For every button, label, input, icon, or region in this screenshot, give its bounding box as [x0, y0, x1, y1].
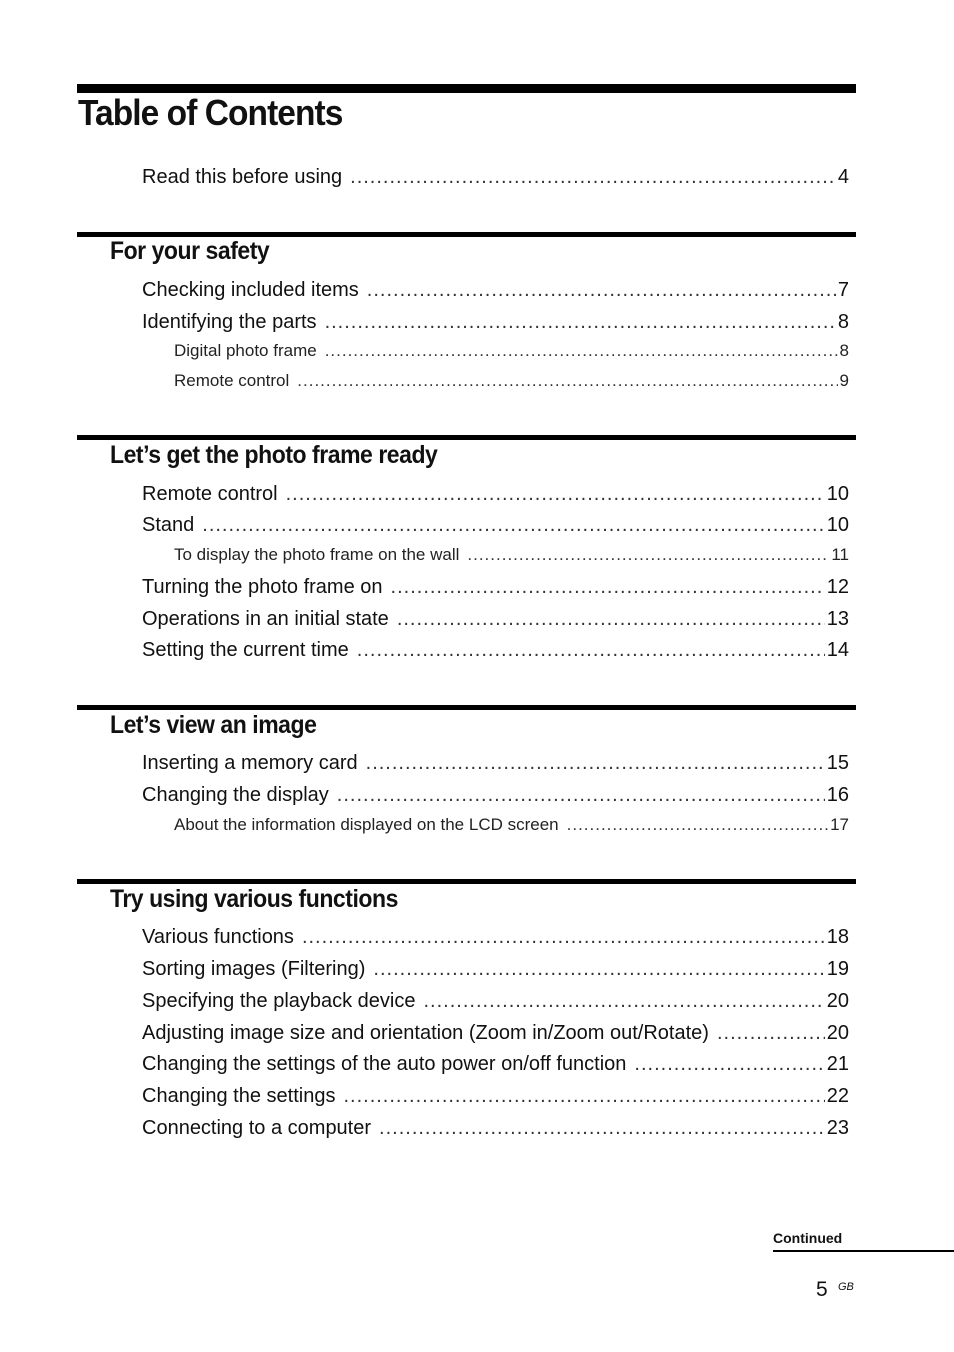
continued-label: Continued	[773, 1230, 843, 1246]
toc-entry[interactable]	[142, 605, 849, 631]
dot-leader	[350, 166, 836, 189]
toc-entry-page: 11	[831, 545, 849, 564]
section-rule	[77, 435, 856, 440]
toc-entry-page: 8	[837, 311, 849, 333]
toc-entry-text: Remote control	[142, 483, 278, 505]
section-heading: Try using various functions	[110, 885, 398, 913]
toc-entry-text: Specifying the playback device	[142, 990, 416, 1012]
toc-entry-page: 9	[839, 371, 849, 390]
dot-leader	[467, 545, 829, 565]
toc-entry[interactable]	[142, 1050, 849, 1076]
toc-entry-page: 10	[826, 514, 849, 536]
toc-entry-page: 18	[826, 926, 849, 948]
dot-leader	[343, 1085, 824, 1108]
toc-entry-text: Checking included items	[142, 279, 359, 301]
dot-leader	[366, 752, 825, 775]
toc-entry-page: 8	[839, 341, 849, 360]
continued-rule	[773, 1250, 954, 1252]
dot-leader	[634, 1053, 824, 1076]
toc-entry-text: Changing the display	[142, 784, 329, 806]
dot-leader	[379, 1117, 825, 1140]
section-rule	[77, 879, 856, 884]
page-title: Table of Contents	[78, 92, 343, 133]
toc-entry-text: Remote control	[174, 371, 290, 390]
toc-entry-page: 17	[830, 815, 849, 834]
toc-entry-text: Stand	[142, 514, 195, 536]
toc-entry-page: 22	[826, 1085, 849, 1107]
dot-leader	[717, 1022, 825, 1045]
toc-entry-page: 20	[826, 1022, 849, 1044]
toc-subentry[interactable]	[174, 813, 849, 835]
dot-leader	[397, 608, 825, 631]
dot-leader	[325, 341, 838, 361]
toc-entry-page: 7	[837, 279, 849, 301]
toc-entry[interactable]	[142, 749, 849, 775]
toc-entry-text: Inserting a memory card	[142, 752, 358, 774]
dot-leader	[202, 514, 824, 537]
dot-leader	[286, 483, 825, 506]
toc-entry-page: 12	[826, 576, 849, 598]
toc-entry-page: 4	[837, 166, 849, 188]
toc-entry-text: Read this before using	[142, 166, 343, 188]
page-number: 5	[816, 1278, 828, 1301]
toc-entry[interactable]	[142, 636, 849, 662]
toc-entry[interactable]	[142, 480, 849, 506]
toc-subentry[interactable]	[174, 369, 849, 391]
toc-subentry[interactable]	[174, 543, 849, 565]
dot-leader	[325, 311, 836, 334]
toc-entry-page: 10	[826, 483, 849, 505]
section-heading: Let’s get the photo frame ready	[110, 441, 438, 469]
dot-leader	[302, 926, 825, 949]
toc-entry-page: 15	[826, 752, 849, 774]
toc-entry-page: 16	[826, 784, 849, 806]
toc-entry-page: 19	[826, 958, 849, 980]
toc-entry[interactable]	[142, 276, 849, 302]
toc-entry-text: Turning the photo frame on	[142, 576, 383, 598]
toc-entry-text: About the information displayed on the LCD screen	[174, 815, 559, 834]
toc-entry-page: 21	[826, 1053, 849, 1075]
toc-entry-text: To display the photo frame on the wall	[174, 545, 460, 564]
toc-entry-page: 14	[826, 639, 849, 661]
toc-entry[interactable]	[142, 511, 849, 537]
toc-entry-text: Operations in an initial state	[142, 608, 389, 630]
toc-entry-page: 20	[826, 990, 849, 1012]
toc-entry-text: Setting the current time	[142, 639, 349, 661]
section-rule	[77, 705, 856, 710]
toc-entry-text: Sorting images (Filtering)	[142, 958, 366, 980]
toc-entry[interactable]	[142, 1019, 849, 1045]
toc-entry-text: Changing the settings of the auto power on/off function	[142, 1053, 627, 1075]
toc-entry[interactable]	[142, 308, 849, 334]
toc-entry-text: Adjusting image size and orientation (Zoom in/Zoom out/Rotate)	[142, 1022, 709, 1044]
toc-entry[interactable]	[142, 987, 849, 1013]
toc-entry-page: 13	[826, 608, 849, 630]
toc-entry-text: Changing the settings	[142, 1085, 336, 1107]
dot-leader	[337, 784, 825, 807]
dot-leader	[373, 958, 824, 981]
toc-entry[interactable]	[142, 573, 849, 599]
section-heading: For your safety	[110, 237, 270, 265]
dot-leader	[297, 371, 837, 391]
toc-entry-text: Identifying the parts	[142, 311, 317, 333]
toc-entry[interactable]	[142, 1114, 849, 1140]
toc-entry[interactable]	[142, 163, 849, 189]
dot-leader	[357, 639, 825, 662]
toc-entry-page: 23	[826, 1117, 849, 1139]
dot-leader	[367, 279, 836, 302]
toc-entry-text: Various functions	[142, 926, 294, 948]
toc-entry-text: Connecting to a computer	[142, 1117, 372, 1139]
toc-entry[interactable]	[142, 923, 849, 949]
toc-entry[interactable]	[142, 1082, 849, 1108]
toc-subentry[interactable]	[174, 339, 849, 361]
dot-leader	[567, 815, 828, 835]
dot-leader	[391, 576, 825, 599]
page-suffix: GB	[838, 1281, 854, 1293]
toc-entry[interactable]	[142, 781, 849, 807]
toc-entry-text: Digital photo frame	[174, 341, 317, 360]
toc-entry[interactable]	[142, 955, 849, 981]
dot-leader	[424, 990, 825, 1013]
section-heading: Let’s view an image	[110, 711, 317, 739]
